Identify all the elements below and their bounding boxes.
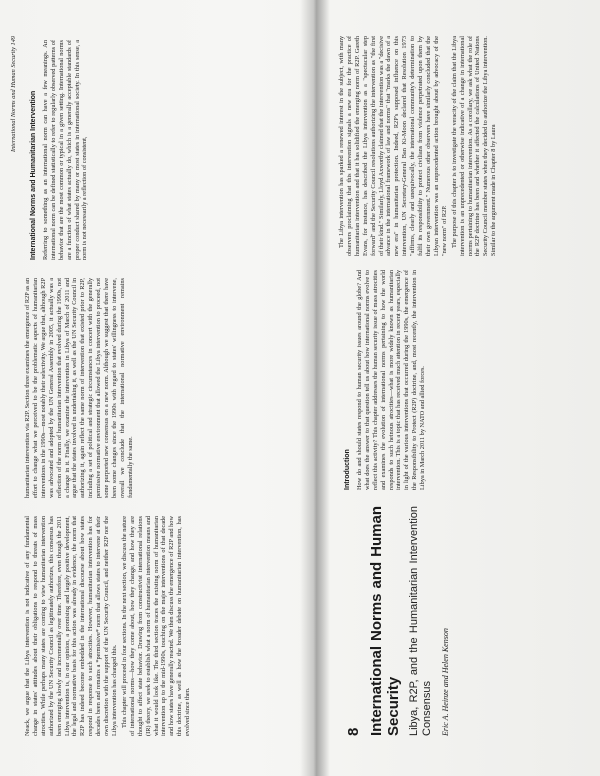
paragraph: Referring to something as an international norm can have a few meanings. An international norm can be defined statistically to refer to regularly observed patterns of behavior that are the most common or typical in a given setting. International norms are a function of what states actually do, which is a generally acceptable standards of proper conduct shared by many or most states in international society. In this sense, a norm is not necessarily a reflection of consistent,: [41, 40, 89, 260]
introduction-column-1: [338, 270, 429, 490]
paragraph: humanitarian intervention via R2P. Section three examines the emergence of R2P as an effort to change what we perceived to be the problematic aspects of humanitarian interventions in the 1990s—most notably their selectivity. We argue that, although R2P was advocated and adopted by the UN General Assembly in 2005, it actually was a reflection of the norm of humanitarian intervention that evolved during the 1990s, not a change in it. Finally, we examine the intervention in Libya of March of 2011 and argue that the states involved in undertaking it, as well as the UN Security Council in authorizing it, again reflect the same norm of intervention that existed prior to R2P, including a set of political and strategic circumstances in concert with the generally permissive normative environment that allowed the Libya intervention to proceed, not some purported new consensus on a new norm. Although we suggest that there have been some changes since the 1990s with regard to states' willingness to intervene, overall we conclude that the international normative environment remains fundamentally the same.: [24, 278, 134, 498]
book-gutter-shadow: [300, 0, 330, 776]
paragraph: How do and should states respond to human security issues around the globe? And what does the answer to that question tell us about how international norms evolve to reflect this activity? This chapter addresses the human security issue of mass atrocities and examines the evolution of international norms pertaining to how the world responds to such heinous atrocities—what is more widely known as humanitarian intervention. This is a topic that has received much attention in recent years, especially in light of the various interventions that occurred during the 1990s, the emergence of the Responsibility to Protect (R2P) doctrine, and, most recently, the intervention in Libya in March 2011 by NATO and allied forces.: [355, 270, 427, 490]
chapter-title-block: [346, 506, 450, 736]
page-149: [10, 36, 295, 736]
page-149-column-1: [24, 516, 194, 736]
chapter-title: International Norms and Human Security: [368, 506, 402, 736]
page-149-column-3: [24, 40, 91, 260]
chapter-opening-page: [338, 36, 588, 736]
section-heading: Introduction: [344, 449, 351, 490]
introduction-column-2: [338, 36, 500, 256]
running-head: International Norms and Human Security 149: [10, 36, 17, 152]
paragraph: This chapter will proceed in four sections. In the next section, we discuss the nature of international norms—how they come about, how they change, and how they are thought to affect state behavior. Drawing from constructivist international relations (IR) theory, we seek to establish what a norm of humanitarian intervention means and what it would look like. The third section traces the existing norm of humanitarian intervention up to the mid-1990s, touching on the major interventions of that decade and how states have generally reacted. We then discuss the emergence of R2P and how this doctrine, as well as how the broader debate on humanitarian intervention, has evolved since then.: [120, 516, 192, 736]
paragraph: Neack, we argue that the Libya intervention is not indicative of any fundamental change in states' attitudes about their obligations to respond to threats of mass atrocities. While perhaps many states are coming to view humanitarian intervention authorized by the UN Security Council as legitimately authorizes, this consensus has been emerging slowly and incrementally over time. Therefore, even though the 2011 Libya intervention is, in our opinion, a promising and largely positive development, the legal and normative basis for this action was already in evidence, the norm that R2P has indeed become embedded in the international discourse about how states respond in response to such atrocities. However, humanitarian intervention has for decades been and remains a *permissive* norm that allows states to intervene at their own discretion with the support of the UN Security Council, and neither R2P nor the Libya intervention has changed this.: [24, 516, 118, 736]
chapter-subtitle: Libya, R2P, and the Humanitarian Intervention Consensus: [408, 506, 433, 736]
chapter-authors: Eric A. Heinze and Helen Kenson: [441, 628, 450, 736]
chapter-number: 8: [345, 727, 362, 736]
section-heading: International Norms and Humanitarian Intervention: [30, 90, 37, 260]
paragraph: The purpose of this chapter is to investigate the veracity of the claim that the Libya intervention is an unprecedented or otherwise indicative of a change in international norms pertaining to humanitarian intervention. As a corollary, we ask what the role of the R2P doctrine has been and whether it affected the calculations of United Nations Security Council member states when they decided to authorize the Libya intervention. Similar to the argument made in Chapter 8 by Laura: [450, 36, 498, 256]
paragraph: The Libya intervention has sparked a renewed interest in the subject, with many observers proclaiming that this intervention signals a new era for the practice of humanitarian intervention and that it has solidified the emerging norm of R2P. Gareth Evans, for instance, has described the Libya intervention as a "spectacular step forward" and the Security Council resolutions authorizing the intervention as "the first of their kind." Similarly, Lloyd Axworthy claimed that the intervention was a "decisive advance in the international framework of law and norms" that "marks the dawn of a new era" in humanitarian protection. Indeed, R2P's supposed influence on this intervention, UN Secretary-General Ban Ki-Moon declared that Resolution 1973 "affirms, clearly and unequivocally, the international community's determination to fulfil its responsibility to protect civilians from violence perpetrated upon them by their own government." Numerous other observers have similarly concluded that the Libyan intervention was an unprecedented action brought about by advocacy of the "new norm" of R2P.: [338, 36, 448, 256]
page-149-column-2: [24, 278, 137, 498]
